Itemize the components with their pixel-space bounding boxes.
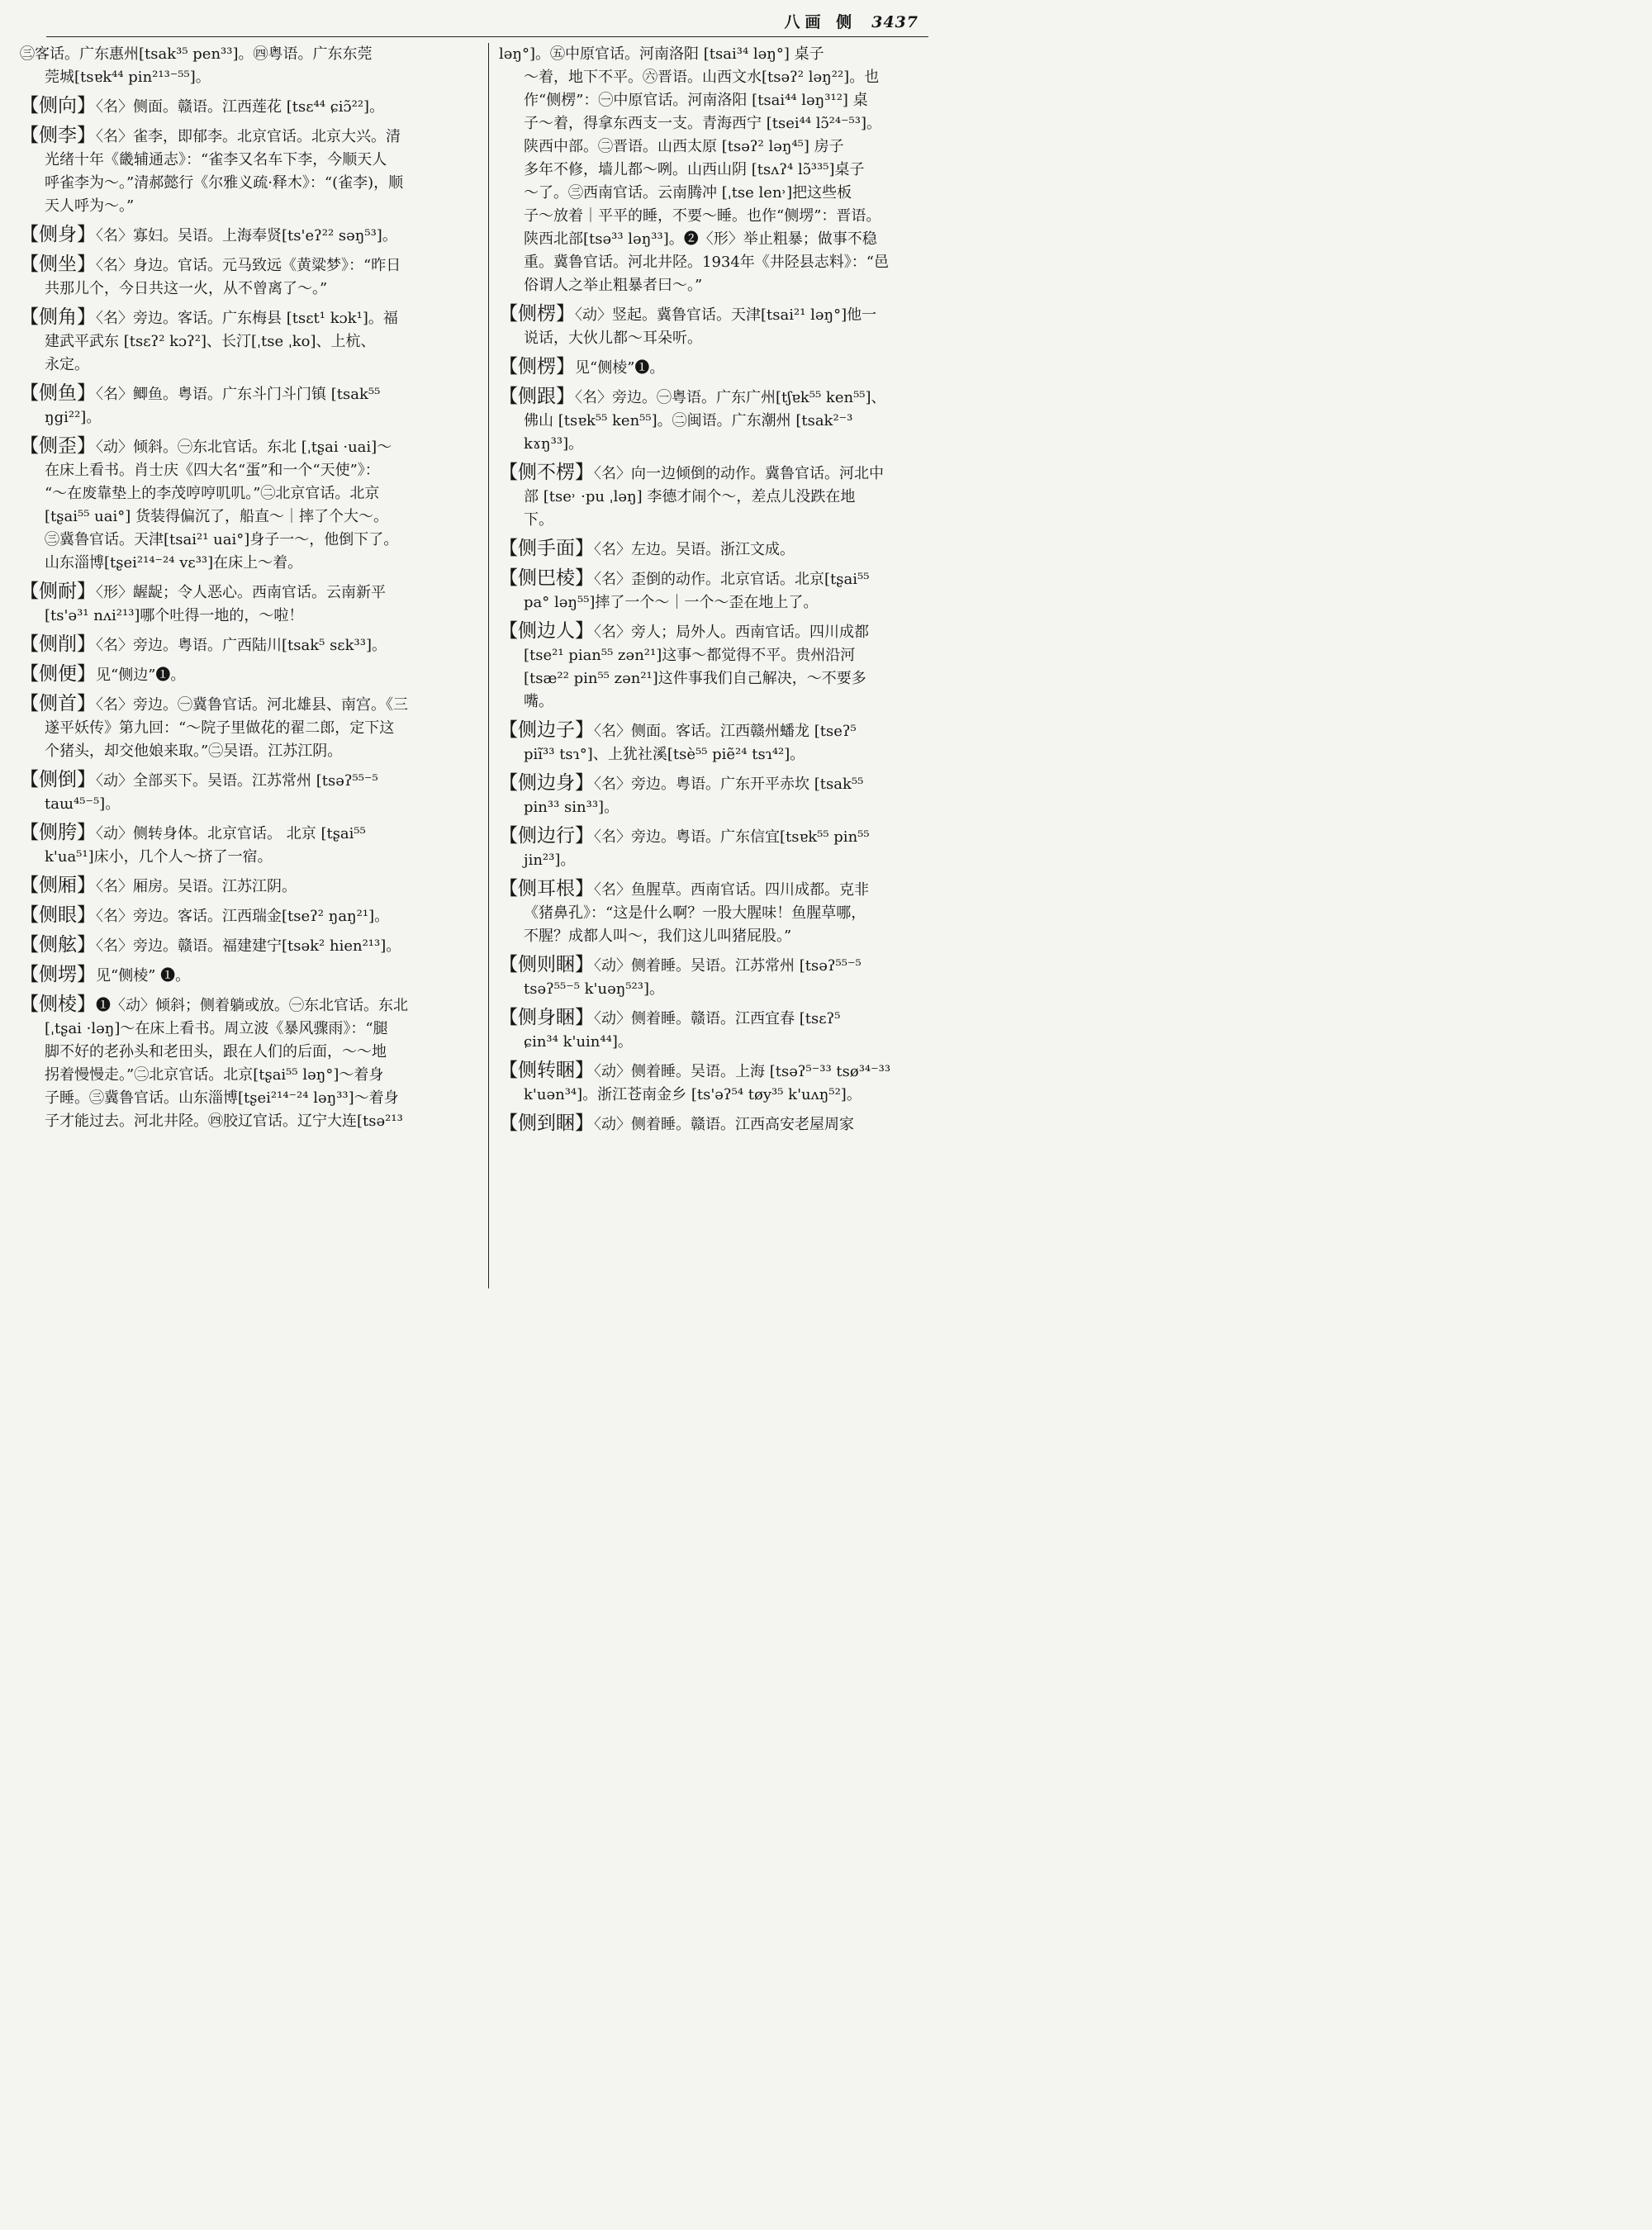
entry-text: piĩ³³ tsɿ°]、上犹社溪[tsè⁵⁵ piẽ²⁴ tsɿ⁴²]。 [524,746,805,763]
headword: 【侧转睏】 [499,1060,594,1081]
entry-text: k'ua⁵¹]床小，几个人～挤了一宿。 [45,848,273,866]
entry-line [20,382,476,406]
dictionary-entry [499,953,937,1001]
entry-line [499,159,937,182]
entry-line [20,459,476,482]
entry-line [499,1112,937,1136]
entry-line [499,66,937,89]
entry-line [499,719,937,743]
dictionary-entry [20,382,476,429]
headword: 【侧边人】 [499,620,594,642]
entry-line [499,43,937,66]
entry-line [20,278,476,301]
entry-line [499,205,937,228]
entry-text: 〈名〉雀李，即郁李。北京官话。北京大兴。清 [96,128,401,145]
column-divider [488,43,489,1288]
entry-line [499,302,937,327]
entry-text: 〈动〉竖起。冀鲁官话。天津[tsai²¹ ləŋ°]他一 [575,306,877,324]
entry-text: 遂平妖传》第九回：“～院子里做花的翟二郎，定下这 [45,719,395,737]
entry-line [499,327,937,350]
entry-line [20,846,476,869]
entry-text: 〈名〉侧面。客话。江西赣州蟠龙 [tseʔ⁵ [594,723,857,740]
entry-text: 莞城[tsɐk⁴⁴ pin²¹³⁻⁵⁵]。 [45,69,211,86]
entry-line [20,605,476,628]
dictionary-entry [20,580,476,628]
entry-line [20,692,476,717]
entry-line [20,195,476,218]
entry-text: ləŋ°]。㊄中原官话。河南洛阳 [tsai³⁴ ləŋ°] 桌子 [499,45,824,63]
page-number: 3437 [871,13,919,31]
entry-line [499,690,937,714]
entry-line [20,330,476,353]
entry-text: 陕西中部。㊁晋语。山西太原 [tsəʔ² ləŋ⁴⁵] 房子 [524,138,844,155]
entry-text: 〈名〉歪倒的动作。北京官话。北京[tʂai⁵⁵ [594,571,870,588]
entry-text: 〈动〉侧转身体。北京官话。 北京 [tʂai⁵⁵ [96,825,366,842]
entry-text: ～着，地下不平。㊅晋语。山西文水[tsəʔ² ləŋ²²]。也 [524,69,880,86]
entry-text: 见“侧棱” ❶。 [96,967,191,985]
headword: 【侧则睏】 [499,954,594,975]
entry-text: 〈动〉全部买下。吴语。江苏常州 [tsəʔ⁵⁵⁻⁵ [96,772,378,790]
dictionary-entry [20,963,476,988]
entry-text: ～了。㊂西南官话。云南腾冲 [ˌtse len˒]把这些板 [524,184,852,202]
dictionary-entry [20,434,476,575]
headword: 【侧向】 [20,95,96,116]
entry-text: 永定。 [45,356,89,373]
entry-text: 下。 [524,511,553,529]
dictionary-entry [499,824,937,872]
entry-line [499,1031,937,1054]
entry-text: [tsæ²² pin⁵⁵ zən²¹]这件事我们自己解决，～不要多 [524,670,866,687]
entry-text: 〈名〉向一边倾倒的动作。冀鲁官话。河北中 [594,465,884,482]
dictionary-entry [499,771,937,819]
dictionary-entry [20,874,476,899]
headword: 【侧棱】 [20,994,96,1015]
headword: 【侧边行】 [499,825,594,847]
entry-line [20,406,476,429]
headword: 【侧倒】 [20,769,96,790]
entry-line [20,482,476,505]
entry-line [20,1110,476,1133]
entry-text: ㊂冀鲁官话。天津[tsai²¹ uai°]身子一～，他倒下了。 [45,531,399,548]
headword: 【侧耳根】 [499,878,594,899]
entry-text: 《猪鼻孔》：“这是什么啊？一股大腥味！鱼腥草哪， [524,904,866,922]
entry-line [20,717,476,740]
entry-text: 俗谓人之举止粗暴者曰～。” [524,277,703,294]
headword: 【侧舷】 [20,934,96,956]
dictionary-entry [20,821,476,869]
entry-text: ɕin³⁴ k'uin⁴⁴]。 [524,1033,633,1051]
headword: 【侧李】 [20,125,96,146]
entry-text: 子才能过去。河北井陉。㊃胶辽官话。辽宁大连[tsə²¹³ [45,1113,403,1130]
left-column [20,43,476,1292]
entry-text: 〈名〉旁边。粤语。广东开平赤坎 [tsak⁵⁵ [594,776,864,793]
entry-line [499,849,937,872]
dictionary-entry [499,619,937,714]
dictionary-entry [20,993,476,1133]
headword: 【侧便】 [20,663,96,685]
headword: 【侧角】 [20,306,96,328]
entry-text: 〈名〉厢房。吴语。江苏江阴。 [96,878,297,895]
headword: 【侧手面】 [499,538,594,559]
entry-text: [tse²¹ pian⁵⁵ zən²¹]这事～都觉得不平。贵州沿河 [524,647,856,664]
right-column [499,43,937,1292]
entry-text: 子～放着｜平平的睡，不要～睡。也作“侧塄”：晋语。 [524,207,881,225]
headword: 【侧边子】 [499,719,594,741]
entry-text: 〈名〉旁边。客话。广东梅县 [tsɛt¹ kɔk¹]。福 [96,310,398,327]
entry-text: 〈名〉鱼腥草。西南官话。四川成都。克非 [594,881,869,899]
entry-text: 〈名〉旁边。㊀冀鲁官话。河北雄县、南宫。《三 [96,696,408,714]
entry-text: [ts'ə³¹ nʌi²¹³]哪个吐得一地的，～啦！ [45,607,304,624]
entry-text: 嘴。 [524,693,553,710]
entry-line [499,433,937,456]
entry-text: 〈名〉旁边。粤语。广西陆川[tsak⁵ sɛk³³]。 [96,637,387,654]
dictionary-entry [499,537,937,562]
headword: 【侧身睏】 [499,1007,594,1028]
headword: 【侧跟】 [499,386,575,407]
entry-text: tsəʔ⁵⁵⁻⁵ k'uəŋ⁵²³]。 [524,980,665,998]
entry-text: pin³³ sin³³]。 [524,799,620,816]
entry-line [20,963,476,988]
entry-text: 见“侧边”❶。 [96,667,186,684]
entry-line [499,591,937,614]
dictionary-entry [20,94,476,119]
headword: 【侧歪】 [20,435,96,457]
entry-line [20,993,476,1018]
entry-line [499,644,937,667]
entry-text: 〈名〉旁边。赣语。福建建宁[tsək² hien²¹³]。 [96,937,401,955]
entry-line [499,182,937,205]
dictionary-entry [499,1006,937,1054]
entry-line [499,509,937,532]
entry-line [499,902,937,925]
entry-line [20,505,476,529]
entry-line [20,149,476,172]
entry-text: k'uən³⁴]。浙江苍南金乡 [ts'əʔ⁵⁴ tøy³⁵ k'uʌŋ⁵²]。 [524,1086,862,1103]
section-title: 八画 侧 [784,13,857,31]
entry-line [20,353,476,377]
entry-text: 〈名〉鲫鱼。粤语。广东斗门斗门镇 [tsak⁵⁵ [96,386,381,403]
dictionary-entry [20,768,476,816]
entry-line [499,410,937,433]
entry-line [20,874,476,899]
dictionary-entry [20,662,476,687]
headword: 【侧削】 [20,633,96,655]
entry-text: 〈名〉身边。官话。元马致远《黄粱梦》：“昨日 [96,257,401,274]
dictionary-entry [499,877,937,948]
entry-line [499,251,937,274]
entry-text: 〈动〉侧着睡。吴语。上海 [tsəʔ⁵⁻³³ tsø³⁴⁻³³ [594,1063,891,1080]
dictionary-entry [20,223,476,248]
entry-line [20,662,476,687]
entry-line [20,434,476,459]
dictionary-entry [20,933,476,958]
entry-text: taɯ⁴⁵⁻⁵]。 [45,795,121,813]
entry-line [20,529,476,552]
entry-line [499,355,937,380]
entry-text: 部 [tse˒ ·pu ˌləŋ] 李德才闹个～，差点儿没跌在地 [524,488,856,505]
dictionary-entry [499,302,937,350]
entry-line [499,978,937,1001]
entry-line [499,461,937,486]
entry-text: 不腥？成都人叫～，我们这儿叫猪屁股。” [524,928,792,945]
entry-text: 〈形〉龌龊；令人恶心。西南官话。云南新平 [96,584,386,601]
entry-text: 山东淄博[tʂei²¹⁴⁻²⁴ vɛ³³]在床上～着。 [45,554,303,572]
entry-text: 呼雀李为～。”清郝懿行《尔雅义疏·释木》：“(雀李)，顺 [45,174,404,192]
entry-text: 多年不修，墙儿都～咧。山西山阴 [tsʌʔ⁴ lɔ̃³³⁵]桌子 [524,161,865,178]
entry-line [499,1059,937,1084]
entry-text: 共那儿个，今日共这一火，从不曾离了～。” [45,280,328,297]
headword: 【侧眼】 [20,904,96,926]
entry-line [20,66,476,89]
entry-text: ❶〈动〉倾斜；侧着躺或放。㊀东北官话。东北 [96,997,408,1014]
entry-line [20,94,476,119]
headword: 【侧身】 [20,224,96,245]
entry-line [20,253,476,278]
dictionary-entry [499,355,937,380]
headword: 【侧不楞】 [499,462,594,483]
entry-line [20,580,476,605]
entry-text: 〈动〉侧着睡。赣语。江西宜春 [tsɛʔ⁵ [594,1010,841,1027]
dictionary-entry [499,461,937,532]
entry-text: 拐着慢慢走。”㊁北京官话。北京[tʂai⁵⁵ ləŋ°]～着身 [45,1066,384,1084]
entry-line [20,821,476,846]
entry-line [499,796,937,819]
entry-text: 〈名〉旁边。㊀粤语。广东广州[tʃɐk⁵⁵ ken⁵⁵]、 [575,389,886,406]
headword: 【侧首】 [20,693,96,714]
entry-text: 作“侧楞”：㊀中原官话。河南洛阳 [tsai⁴⁴ ləŋ³¹²] 桌 [524,92,868,109]
entry-text: kɤŋ³³]。 [524,435,584,453]
entry-text: 脚不好的老孙头和老田头，跟在人们的后面，～～地 [45,1043,387,1060]
entry-line [20,1087,476,1110]
entry-line [499,385,937,410]
entry-text: pa° ləŋ⁵⁵]摔了一个～｜一个～歪在地上了。 [524,594,819,611]
entry-line [499,1006,937,1031]
entry-text: 在床上看书。肖士庆《四大名“蛋”和一个“天使”》： [45,462,380,479]
headword: 【侧厢】 [20,875,96,896]
entry-text: 子～着，得拿东西支一支。青海西宁 [tsei⁴⁴ lɔ̃²⁴⁻⁵³]。 [524,115,882,132]
entry-line [20,124,476,149]
entry-line [20,1041,476,1064]
entry-line [499,771,937,796]
entry-line [20,306,476,330]
entry-line [20,1018,476,1041]
dictionary-entry [499,385,937,456]
entry-line [20,43,476,66]
headword: 【侧耐】 [20,581,96,602]
entry-line [20,223,476,248]
entry-line [499,537,937,562]
headword: 【侧胯】 [20,822,96,843]
dictionary-entry [499,719,937,766]
dictionary-entry [499,567,937,614]
entry-line [20,740,476,763]
dictionary-entry [20,124,476,218]
entry-text: 〈动〉侧着睡。赣语。江西高安老屋周家 [594,1116,854,1133]
entry-text: 个猪头，却交他娘来取。”㊁吴语。江苏江阴。 [45,743,343,760]
dictionary-entry [499,1112,937,1136]
entry-line [499,135,937,159]
entry-text: ㊂客话。广东惠州[tsak³⁵ pen³³]。㊃粤语。广东东莞 [20,45,373,63]
entry-text: 重。冀鲁官话。河北井陉。1934年《井陉县志料》：“邑 [524,254,890,271]
headword: 【侧到睏】 [499,1113,594,1134]
entry-text: 〈名〉左边。吴语。浙江文成。 [594,541,795,558]
entry-line [499,228,937,251]
header-rule [46,36,928,37]
entry-line [499,877,937,902]
entry-line [20,933,476,958]
entry-continuation [20,43,476,89]
headword: 【侧边身】 [499,772,594,794]
dictionary-page [0,0,958,1295]
entry-line [499,486,937,509]
headword: 【侧坐】 [20,254,96,275]
headword: 【侧巴棱】 [499,567,594,589]
entry-text: 〈名〉寡妇。吴语。上海奉贤[ts'eʔ²² səŋ⁵³]。 [96,227,397,244]
entry-line [499,567,937,591]
entry-text: 〈动〉倾斜。㊀东北官话。东北 [ˌtʂai ·uai]～ [96,439,392,456]
entry-text: 光绪十年《畿辅通志》：“雀李又名车下李，今顺天人 [45,151,387,168]
entry-text: jin²³]。 [524,852,576,869]
entry-text: 佛山 [tsɐk⁵⁵ ken⁵⁵]。㊁闽语。广东潮州 [tsak²⁻³ [524,412,853,429]
dictionary-entry [20,306,476,377]
entry-line [20,552,476,575]
entry-text: 说话，大伙儿都～耳朵听。 [524,330,702,347]
dictionary-entry [20,904,476,928]
entry-line [499,1084,937,1107]
entry-line [20,1064,476,1087]
entry-line [499,619,937,644]
entry-text: 〈名〉旁边。客话。江西瑞金[tseʔ² ŋaŋ²¹]。 [96,908,390,925]
entry-text: “～在废靠垫上的李茂哼哼叽叽。”㊁北京官话。北京 [45,485,380,502]
entry-text: 〈动〉侧着睡。吴语。江苏常州 [tsəʔ⁵⁵⁻⁵ [594,957,862,975]
running-head [784,10,919,32]
entry-line [499,112,937,135]
entry-text: 〈名〉旁边。粤语。广东信宜[tsɐk⁵⁵ pin⁵⁵ [594,828,870,846]
headword: 【侧楞】 [499,356,575,377]
entry-line [499,743,937,766]
headword: 【侧塄】 [20,964,96,985]
headword: 【侧鱼】 [20,382,96,404]
entry-text: 陕西北部[tsə³³ ləŋ³³]。❷〈形〉举止粗暴；做事不稳 [524,230,877,248]
entry-text: 〈名〉侧面。赣语。江西莲花 [tsɛ⁴⁴ ɕiɔ̃²²]。 [96,98,385,116]
dictionary-entry [499,1059,937,1107]
entry-line [20,793,476,816]
entry-text: 建武平武东 [tsɛʔ² kɔʔ²]、长汀[ˌtse ˌko]、上杭、 [45,333,376,350]
entry-line [499,89,937,112]
entry-line [499,953,937,978]
dictionary-entry [20,633,476,657]
entry-line [499,274,937,297]
dictionary-entry [20,692,476,763]
entry-line [20,904,476,928]
entry-line [20,633,476,657]
entry-text: [tʂai⁵⁵ uai°] 货装得偏沉了，船直～｜摔了个大～。 [45,508,388,525]
entry-text: [ˌtʂai ·ləŋ]～在床上看书。周立波《暴风骤雨》：“腿 [45,1020,388,1037]
entry-line [499,667,937,690]
dictionary-entry [20,253,476,301]
headword: 【侧楞】 [499,303,575,325]
entry-text: 天人呼为～。” [45,197,135,215]
entry-line [499,925,937,948]
entry-line [20,172,476,195]
entry-text: ŋgi²²]。 [45,409,102,426]
entry-line [20,768,476,793]
entry-line [499,824,937,849]
entry-text: 〈名〉旁人；局外人。西南官话。四川成都 [594,624,869,641]
entry-text: 见“侧棱”❶。 [575,359,665,377]
entry-continuation [499,43,937,297]
entry-text: 子睡。㊂冀鲁官话。山东淄博[tʂei²¹⁴⁻²⁴ ləŋ³³]～着身 [45,1089,399,1107]
